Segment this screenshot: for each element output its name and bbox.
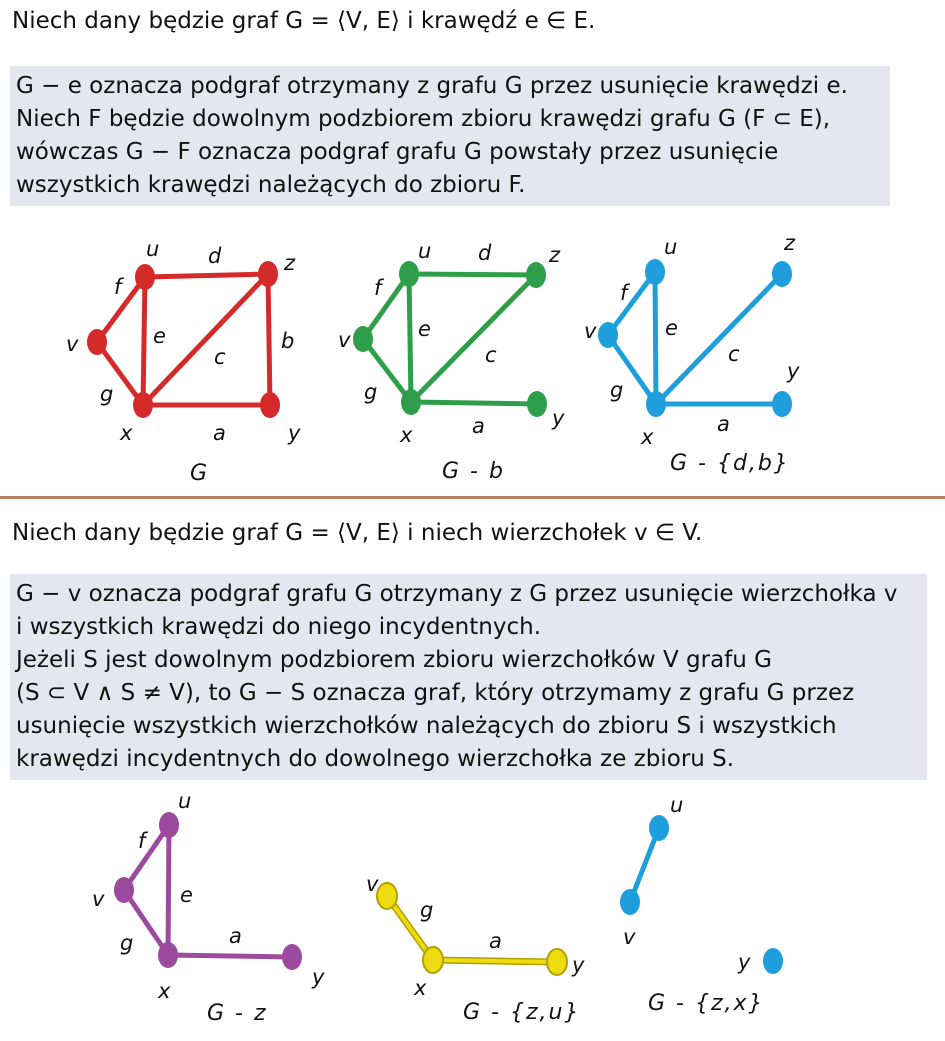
vertex-label: v bbox=[584, 319, 597, 343]
definition-line: (S ⊂ V ∧ S ≠ V), to G − S oznacza graf, który otrzymamy z grafu G przez bbox=[16, 680, 855, 706]
edge-label: f bbox=[620, 281, 628, 305]
vertex-label: y bbox=[288, 421, 301, 445]
graph-caption: G bbox=[190, 461, 208, 486]
graph-caption: G - z bbox=[207, 1001, 268, 1026]
vertex-label: u bbox=[146, 237, 160, 261]
edge-label: a bbox=[717, 412, 730, 436]
vertex-label: z bbox=[284, 251, 296, 275]
definition-line: i wszystkich krawędzi do niego incydentnych. bbox=[16, 614, 542, 640]
edge-label: c bbox=[728, 342, 740, 366]
vertex-label: u bbox=[664, 235, 678, 259]
edge-label: f bbox=[374, 276, 382, 300]
edge-label: g bbox=[120, 931, 134, 955]
graph-caption: G - {z,u} bbox=[463, 1000, 581, 1025]
vertex-label: x bbox=[400, 423, 413, 447]
graph-caption: G - {d,b} bbox=[670, 451, 790, 476]
section1-intro: Niech dany będzie graf G = ⟨V, E⟩ i krawędź e ∈ E. bbox=[12, 8, 596, 34]
vertex-y bbox=[763, 948, 783, 974]
edge-label: a bbox=[229, 924, 242, 948]
graph-caption: G - b bbox=[442, 459, 505, 484]
definition-line: wszystkich krawędzi należących do zbioru F. bbox=[16, 172, 526, 198]
vertex-label: v bbox=[366, 872, 379, 896]
edge-label: a bbox=[489, 929, 502, 953]
definition-line: krawędzi incydentnych do dowolnego wierzchołka ze zbioru S. bbox=[16, 746, 735, 772]
edge-label: a bbox=[472, 414, 485, 438]
edge-label: e bbox=[153, 324, 166, 348]
vertex-label: y bbox=[572, 953, 585, 977]
vertex-label: u bbox=[670, 793, 684, 817]
graph-caption: G - {z,x} bbox=[648, 991, 765, 1016]
edge-label: e bbox=[180, 883, 193, 907]
edge-label: g bbox=[420, 898, 434, 922]
edge-label: e bbox=[665, 316, 678, 340]
edge-label: c bbox=[485, 343, 497, 367]
edge-label: g bbox=[610, 378, 624, 402]
vertex-v bbox=[620, 889, 640, 915]
edge-label: e bbox=[418, 317, 431, 341]
edge-label: c bbox=[214, 345, 226, 369]
vertex-label: v bbox=[66, 332, 79, 356]
vertex-label: y bbox=[738, 950, 751, 974]
vertex-label: z bbox=[549, 243, 561, 267]
edge-label: g bbox=[364, 380, 378, 404]
definition-line: Jeżeli S jest dowolnym podzbiorem zbioru wierzchołków V grafu G bbox=[16, 647, 772, 673]
vertex-label: v bbox=[623, 925, 636, 949]
definition-line: G − v oznacza podgraf grafu G otrzymany z G przez usunięcie wierzchołka v bbox=[16, 581, 898, 607]
vertex-label: y bbox=[312, 965, 325, 989]
edge-label: a bbox=[213, 421, 226, 445]
edge-label: d bbox=[478, 241, 492, 265]
definition-line: wówczas G − F oznacza podgraf grafu G powstały przez usunięcie bbox=[16, 139, 779, 165]
vertex-label: x bbox=[120, 421, 133, 445]
edge-label: f bbox=[114, 275, 122, 299]
definition-line: Niech F będzie dowolnym podzbiorem zbioru krawędzi grafu G (F ⊂ E), bbox=[16, 106, 831, 132]
vertex-label: v bbox=[92, 887, 105, 911]
vertex-label: z bbox=[784, 231, 796, 255]
vertex-label: u bbox=[178, 789, 192, 813]
vertex-u bbox=[649, 815, 669, 841]
edge-label: f bbox=[138, 829, 146, 853]
vertex-label: x bbox=[414, 976, 427, 1000]
vertex-label: u bbox=[418, 239, 432, 263]
vertex-label: y bbox=[787, 359, 800, 383]
section2-intro: Niech dany będzie graf G = ⟨V, E⟩ i niech wierzchołek v ∈ V. bbox=[12, 520, 703, 546]
vertex-label: x bbox=[641, 425, 654, 449]
vertex-label: v bbox=[338, 328, 351, 352]
definition-line: G − e oznacza podgraf otrzymany z grafu G przez usunięcie krawędzi e. bbox=[16, 73, 848, 99]
definition-line: usunięcie wszystkich wierzchołków należących do zbioru S i wszystkich bbox=[16, 713, 837, 739]
vertex-label: x bbox=[158, 979, 171, 1003]
vertex-label: y bbox=[552, 406, 565, 430]
edge-label: b bbox=[281, 329, 295, 353]
edge-label: g bbox=[100, 382, 114, 406]
edge-label: d bbox=[208, 244, 222, 268]
